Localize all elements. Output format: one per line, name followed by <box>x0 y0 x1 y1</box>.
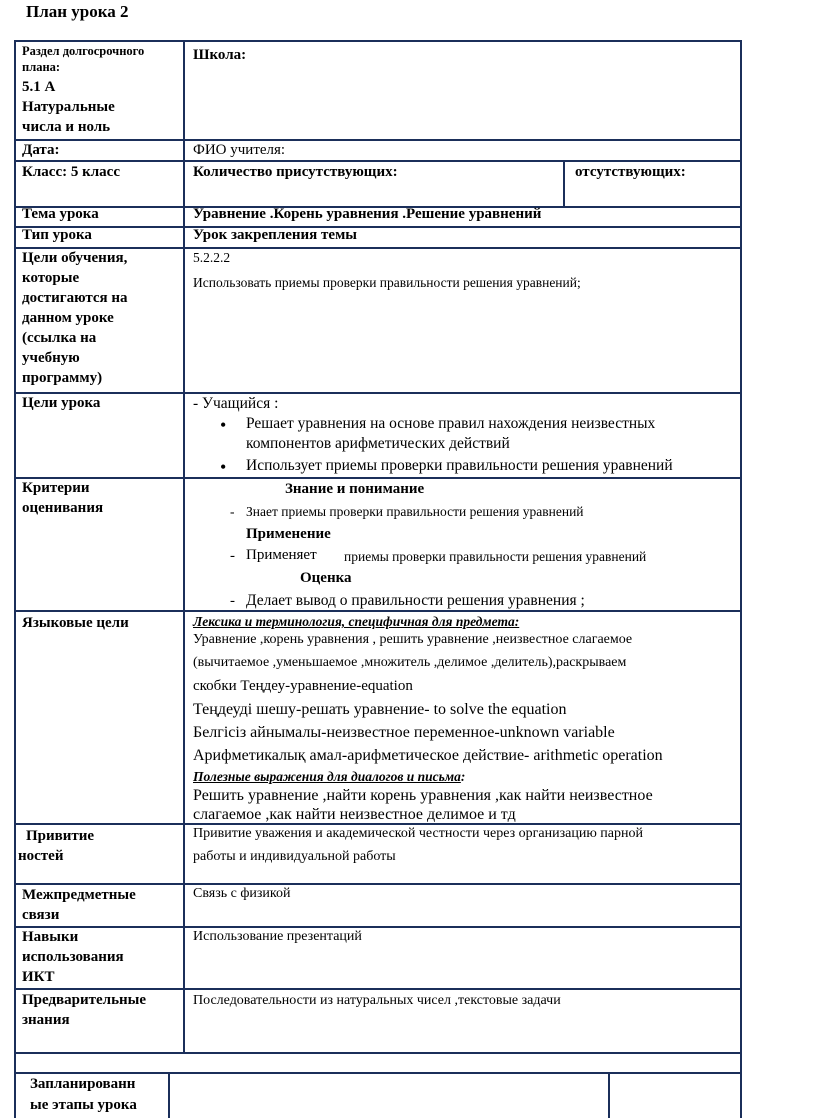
planned-divider <box>168 1072 170 1118</box>
section-label: плана: <box>22 60 61 74</box>
section-value: числа и ноль <box>22 119 111 135</box>
goals-label-line: данном уроке <box>22 310 114 326</box>
row-line <box>14 1072 742 1074</box>
row-line <box>14 392 742 394</box>
table-border-right-lower <box>740 610 742 1118</box>
row-line <box>14 926 742 928</box>
criteria-item: Знает приемы проверки правильности решения уравнений <box>246 504 584 519</box>
class-label: Класс: 5 класс <box>22 164 120 180</box>
values-label: Привитие <box>26 828 95 844</box>
lang-line: Белгісіз айнымалы-неизвестное переменное-unknown variable <box>193 724 615 741</box>
criteria-heading: Оценка <box>300 570 352 586</box>
row-line <box>14 247 742 249</box>
prior-label: знания <box>22 1012 70 1028</box>
criteria-heading: Применение <box>246 526 331 542</box>
prior-value: Последовательности из натуральных чисел ,текстовые задачи <box>193 993 561 1008</box>
dash: - <box>230 548 235 564</box>
criteria-item: приемы проверки правильности решения уравнений <box>344 549 647 564</box>
column-divider <box>183 40 185 1052</box>
ict-label: Навыки <box>22 929 79 945</box>
planned-divider-2 <box>608 1072 610 1118</box>
lesson-goal-item: • Использует приемы проверки прaвильности решения уравнений <box>246 457 673 475</box>
lang-heading-text: Полезные выражения для диалогов и письма <box>193 769 461 784</box>
lesson-goal-item: • Решает уравнения на основе правил нахождения неизвестных <box>246 415 655 433</box>
section-value: 5.1 А <box>22 79 56 95</box>
topic-value: Уравнение .Корень уравнения .Решение уравнений <box>193 206 542 222</box>
lang-line: Арифметикалық амал-арифметическое действие- arithmetic operation <box>193 747 663 764</box>
table-border-left <box>14 40 16 610</box>
goals-label-line: (ссылка на <box>22 330 97 346</box>
criteria-item: Делает вывод о правильности решения уравнения ; <box>246 592 585 609</box>
lang-line: Уравнение ,корень уравнения , решить уравнение ,неизвестное слагаемое <box>193 632 633 647</box>
section-value: Натуральные <box>22 99 115 115</box>
present-label: Количество присутствующих: <box>193 164 398 180</box>
row-line <box>14 883 742 885</box>
date-label: Дата: <box>22 142 60 158</box>
topic-label: Тема урока <box>22 206 99 222</box>
goals-code: 5.2.2.2 <box>193 250 231 265</box>
cross-label: связи <box>22 907 60 923</box>
values-line: работы и индивидуальной работы <box>193 849 396 864</box>
criteria-label: Критерии <box>22 480 90 496</box>
teacher-label: ФИО учителя: <box>193 142 286 158</box>
row-line <box>14 226 742 228</box>
criteria-heading: Знание и понимание <box>285 481 425 497</box>
planned-label: Запланированн <box>30 1076 136 1092</box>
school-label: Школа: <box>193 47 247 63</box>
row-line <box>14 988 742 990</box>
planned-label: ые этапы урока <box>30 1097 137 1113</box>
section-label: Раздел долгосрочного <box>22 44 145 58</box>
type-value: Урок закрепления темы <box>193 227 358 243</box>
goals-label-line: учебную <box>22 350 80 366</box>
absent-divider <box>563 161 565 207</box>
prior-label: Предварительные <box>22 992 147 1008</box>
lang-line: Решить уравнение ,найти корень уравнения ,как найти неизвестное <box>193 787 653 804</box>
lang-heading-colon: : <box>460 769 466 784</box>
goals-label-line: программу) <box>22 370 103 386</box>
values-line: Привитие уважения и академической честности через организацию парной <box>193 826 643 841</box>
lesson-goals-intro: - Учащийся : <box>193 395 279 412</box>
goals-label-line: которые <box>22 270 80 286</box>
row-line <box>14 610 742 612</box>
goals-label-line: достигаются на <box>22 290 128 306</box>
criteria-label: оценивания <box>22 500 104 516</box>
values-label: ностей <box>18 848 64 864</box>
lang-heading <box>193 769 465 785</box>
ict-value: Использование презентаций <box>193 929 362 944</box>
row-line <box>14 139 742 141</box>
page-title: План урока 2 <box>26 2 129 21</box>
row-line <box>14 40 742 42</box>
goals-text: Использовать приемы проверки правильности решения уравнений; <box>193 275 581 290</box>
absent-label: отсутствующих: <box>575 164 686 180</box>
dash: - <box>230 593 235 609</box>
row-line <box>14 160 742 162</box>
row-line <box>14 1052 742 1054</box>
row-line <box>14 477 742 479</box>
cross-label: Межпредметные <box>22 887 136 903</box>
type-label: Тип урока <box>22 227 92 243</box>
lang-heading: Лексика и терминология, специфичная для предмета: <box>193 614 520 629</box>
lang-line: (вычитаемое ,уменьшаемое ,множитель ,делимое ,делитель),раскрываем <box>193 655 627 670</box>
criteria-item: Применяет <box>246 547 317 563</box>
lesson-goal-item-cont: компонентов арифметических действий <box>246 435 510 452</box>
table-border-left-lower <box>14 610 16 1118</box>
lang-line: слагаемое ,как найти неизвестное делимое и тд <box>193 806 516 823</box>
lang-line: Теңдеуді шешу-решать уравнение- to solve the equation <box>193 701 567 718</box>
table-border-right <box>740 40 742 610</box>
lang-line: скобки Теңдеу-уравнение-equation <box>193 678 413 694</box>
lang-label: Языковые цели <box>22 615 129 631</box>
cross-value: Связь с физикой <box>193 886 291 901</box>
dash: - <box>230 504 235 519</box>
ict-label: использования <box>22 949 124 965</box>
ict-label: ИКТ <box>22 969 55 985</box>
goals-label-line: Цели обучения, <box>22 250 128 266</box>
lesson-goals-label: Цели урока <box>22 395 101 411</box>
